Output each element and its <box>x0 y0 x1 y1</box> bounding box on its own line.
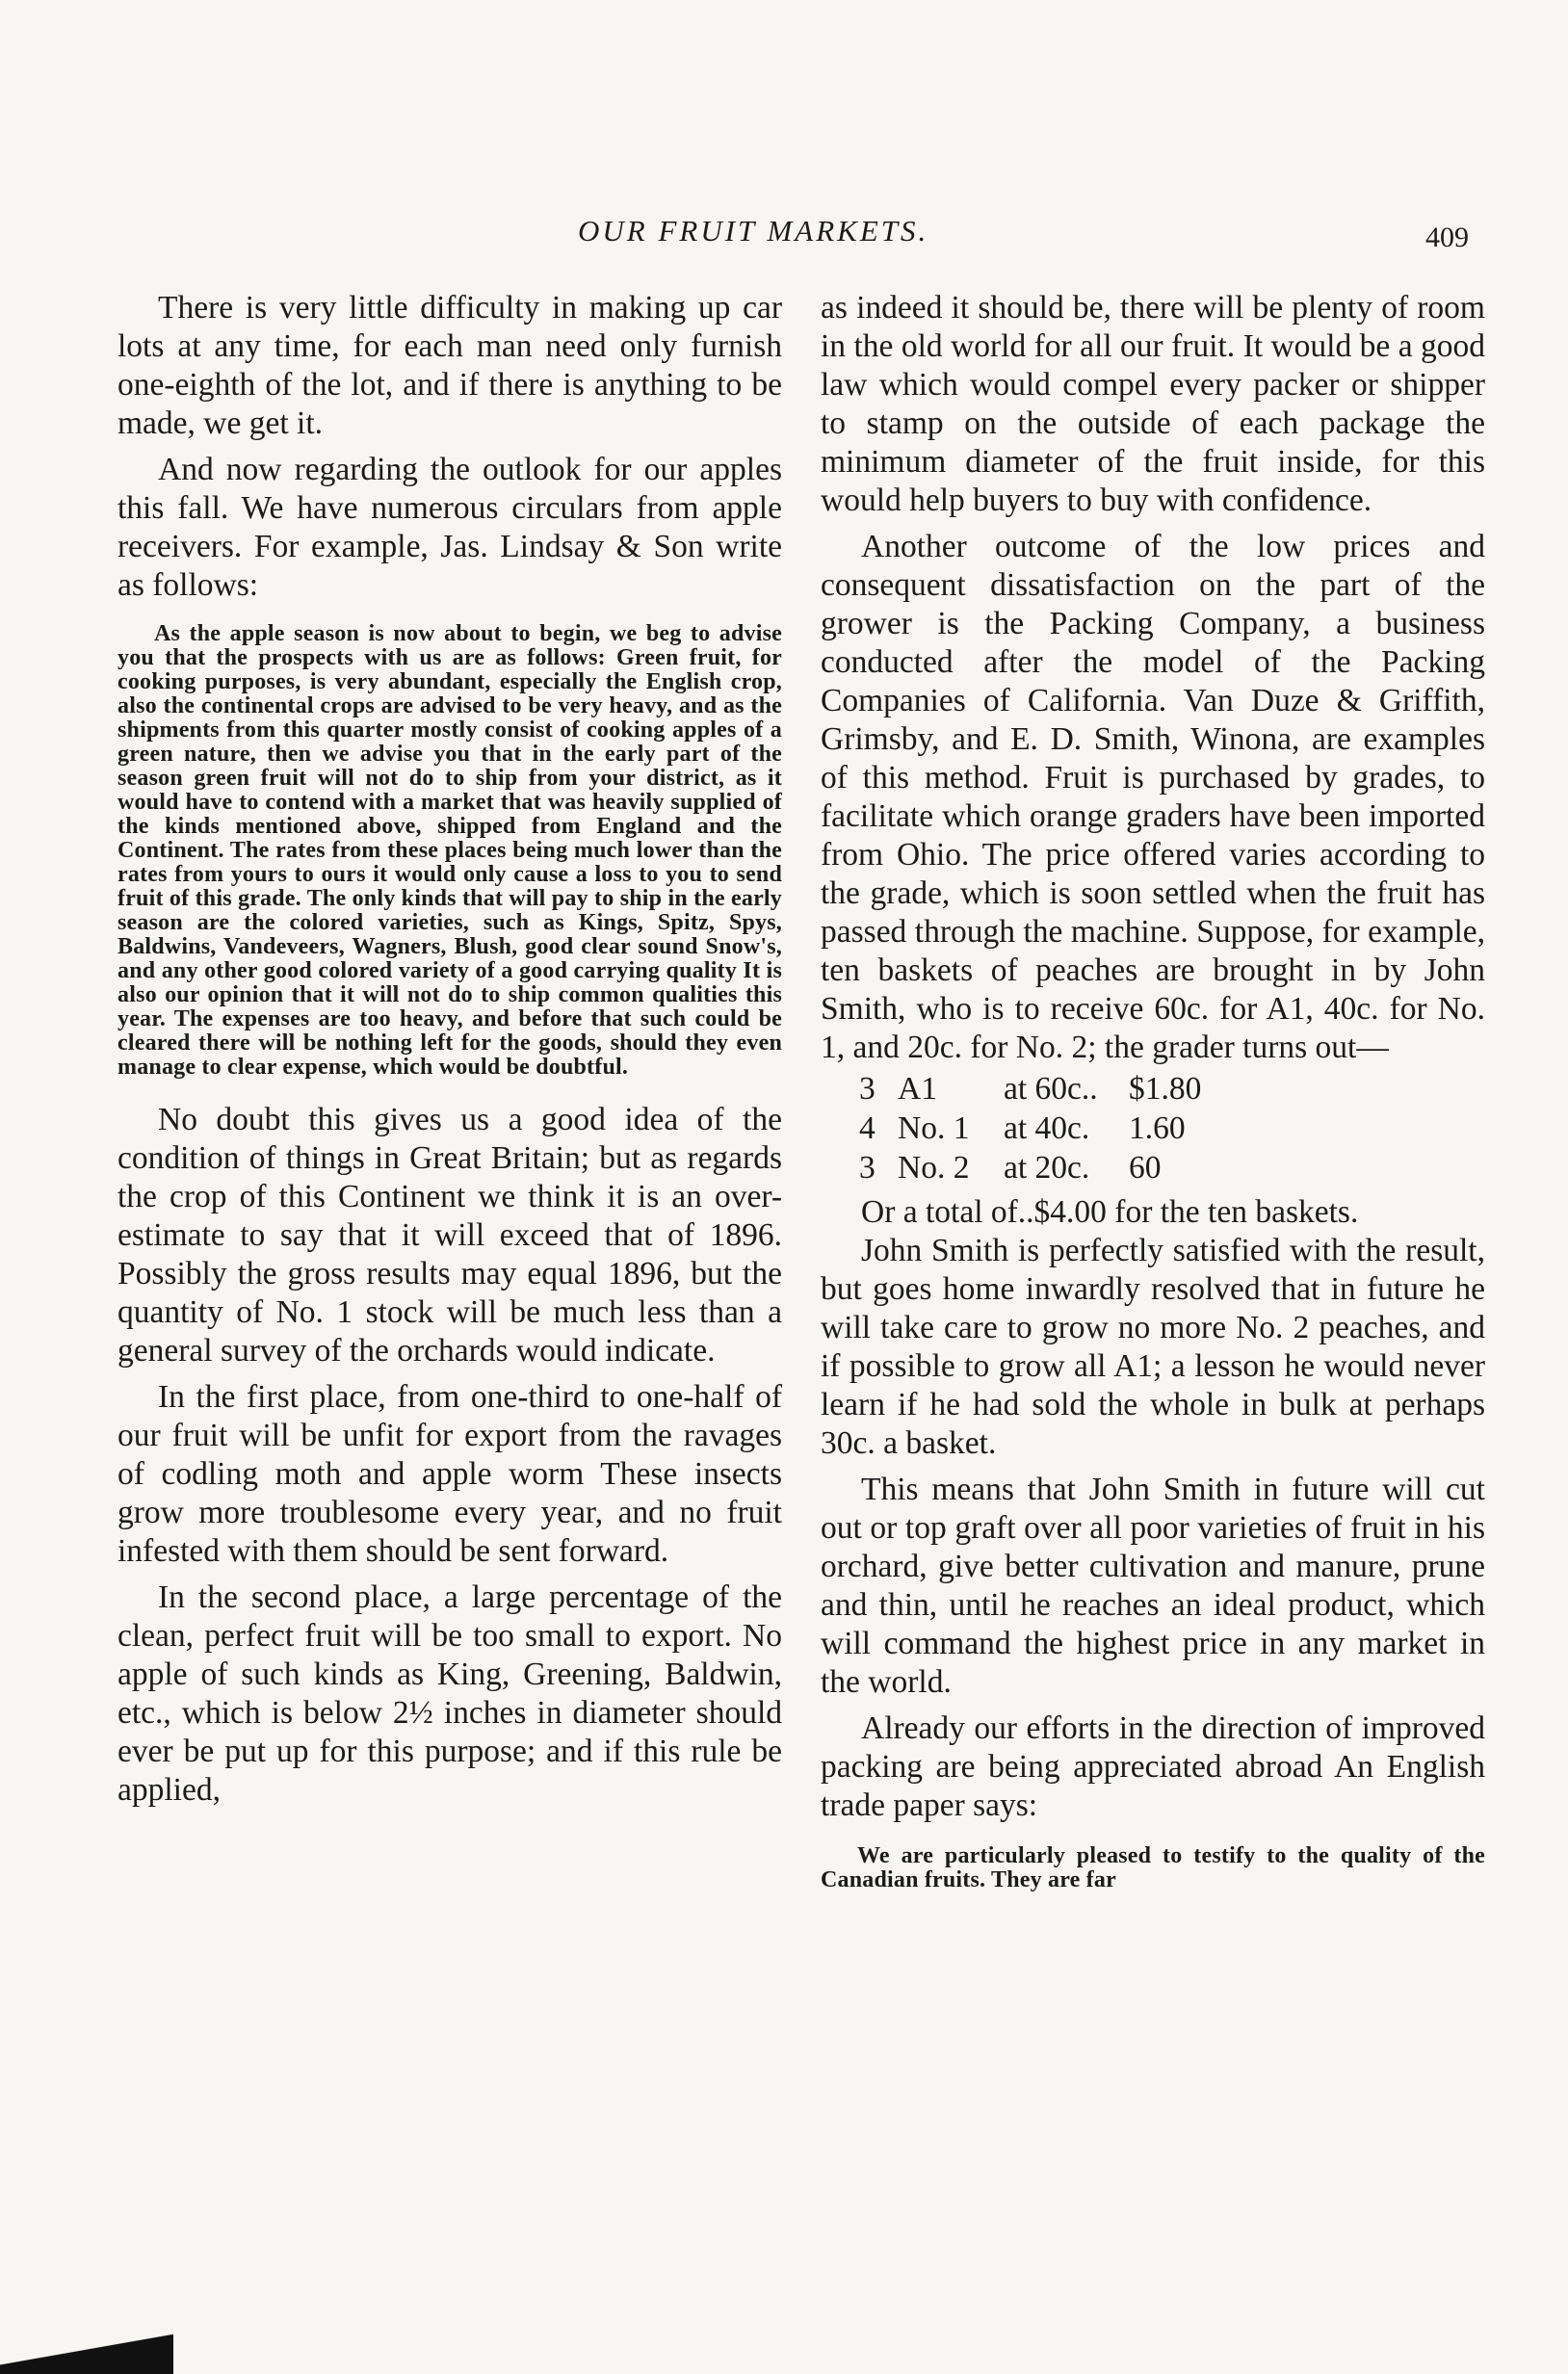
tally-grade: No. 2 <box>898 1150 970 1186</box>
paragraph: There is very little difficulty in making up car lots at any time, for each man need only furnish one-eighth of the lot, and if there is anything to be made, we get it. <box>118 290 782 441</box>
paragraph: Already our efforts in the direction of improved packing are being appreciated abroad An English trade paper says: <box>821 1710 1485 1823</box>
tally-amount: 1.60 <box>1129 1110 1186 1146</box>
tally-rate: at 40c. <box>1004 1110 1090 1146</box>
tally-grade: No. 1 <box>898 1110 970 1146</box>
paragraph: John Smith is perfectly satisfied with the result, but goes home inwardly resolved that in future he will take care to grow no more No. 2 peaches, and if possible to grow all A1; a lesson he would never learn if he had sold the whole in bulk at perhaps 30c. a basket. <box>821 1233 1485 1461</box>
right-column <box>821 289 1485 1914</box>
paragraph: This means that John Smith in future will cut out or top graft over all poor varieties of fruit in his orchard, give better cultivation and manure, prune and thin, until he reaches an ideal product, which will command the highest price in any market in the world. <box>821 1472 1485 1700</box>
tally-row <box>859 1069 1485 1109</box>
page-number: 409 <box>1425 222 1469 253</box>
tally-qty: 4 <box>859 1110 875 1146</box>
paragraph: No doubt this gives us a good idea of the condition of things in Great Britain; but as regards the crop of this Continent we think it is an over-estimate to say that it will exceed that of 1896. Possibly the gross results may equal 1896, but the quantity of No. 1 stock will be much less than a general survey of the orchards would indicate. <box>118 1102 782 1369</box>
paragraph: as indeed it should be, there will be plenty of room in the old world for all our fruit. It would be a good law which would compel every packer or shipper to stamp on the outside of each package the minimum diameter of the fruit inside, for this would help buyers to buy with confidence. <box>821 290 1485 518</box>
left-column <box>118 289 782 1810</box>
paragraph: And now regarding the outlook for our apples this fall. We have numerous circulars from apple receivers. For example, Jas. Lindsay & Son write as follows: <box>118 452 782 603</box>
tally-row <box>859 1109 1485 1148</box>
scan-edge-mark <box>0 2332 173 2374</box>
page-header <box>0 214 1568 262</box>
tally-rate: at 20c. <box>1004 1150 1090 1186</box>
paragraph: In the first place, from one-third to one-half of our fruit will be unfit for export from the ravages of codling moth and apple worm These insects grow more troublesome every year, and no fruit infested with them should be sent forward. <box>118 1379 782 1569</box>
tally-rate: at 60c.. <box>1004 1071 1098 1107</box>
tally-amount: $1.80 <box>1129 1071 1202 1107</box>
tally-grade: A1 <box>898 1071 937 1107</box>
block-quote: As the apple season is now about to begin, we beg to advise you that the prospects with us are as follows: Green fruit, for cooking purposes, is very abundant, especially the English crop, also the continental crops are advised to be very heavy, and as the shipments from this quarter mostly consist of cooking apples of a green nature, then we advise you that in the early part of the season green fruit will not do to ship from your district, as it would have to contend with a market that was heavily supplied of the kinds mentioned above, shipped from England and the Continent. The rates from these places being much lower than the rates from yours to ours it would only cause a loss to you to send fruit of this grade. The only kinds that will pay to ship in the early season are the colored varieties, such as Kings, Spitz, Spys, Baldwins, Vandeveers, Wagners, Blush, good clear sound Snow's, and any other good colored variety of a good carrying quality It is also our opinion that it will not do to ship common qualities this year. The expenses are too heavy, and before that such could be cleared there will be nothing left for the goods, should they even manage to clear expense, which would be doubtful. <box>118 621 782 1080</box>
tally-amount: 60 <box>1129 1150 1162 1186</box>
tally-total: Or a total of..$4.00 for the ten baskets. <box>861 1194 1359 1230</box>
paragraph: Another outcome of the low prices and consequent dissatisfaction on the part of the grower is the Packing Company, a business conducted after the model of the Packing Companies of California. Van Duze & Griffith, Grimsby, and E. D. Smith, Winona, are examples of this method. Fruit is purchased by grades, to facilitate which orange graders have been imported from Ohio. The price offered varies according to the grade, which is soon settled when the fruit has passed through the machine. Suppose, for example, ten baskets of peaches are brought in by John Smith, who is to receive 60c. for A1, 40c. for No. 1, and 20c. for No. 2; the grader turns out— <box>821 529 1485 1065</box>
paragraph: In the second place, a large percentage of the clean, perfect fruit will be too small to export. No apple of such kinds as King, Greening, Baldwin, etc., which is below 2½ inches in diameter should ever be put up for this purpose; and if this rule be applied, <box>118 1579 782 1808</box>
tally-row <box>859 1148 1485 1187</box>
tally-qty: 3 <box>859 1071 875 1107</box>
block-quote: We are particularly pleased to testify to the quality of the Canadian fruits. They are far <box>821 1843 1485 1892</box>
grading-tally <box>859 1069 1485 1187</box>
running-title: OUR FRUIT MARKETS. <box>578 214 929 248</box>
tally-qty: 3 <box>859 1150 875 1186</box>
